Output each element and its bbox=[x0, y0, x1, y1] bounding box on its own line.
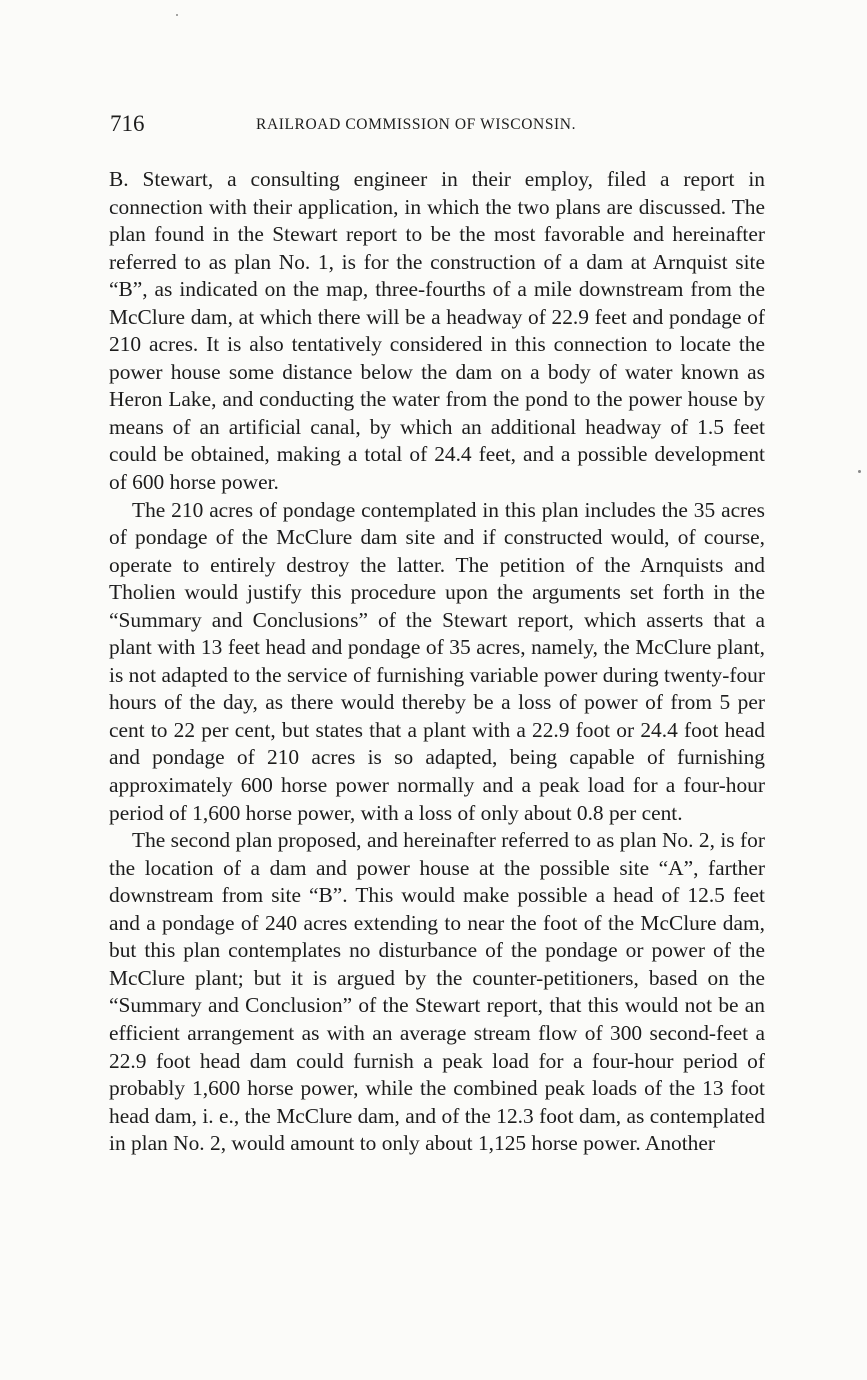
paragraph: The second plan proposed, and hereinafter referred to as plan No. 2, is for the location of a dam and power house at the possible site “A”, farther downstream from site “B”. This would make possible a head of 12.5 feet and a pondage of 240 acres extending to near the foot of the McClure dam, but this plan contemplates no disturbance of the pondage or power of the McClure plant; but it is argued by the counter-petitioners, based on the “Summary and Conclusion” of the Stewart report, that this would not be an efficient arrangement as with an average stream flow of 300 second-feet a 22.9 foot head dam could furnish a peak load for a four-hour period of probably 1,600 horse power, while the combined peak loads of the 13 foot head dam, i. e., the McClure dam, and of the 12.3 foot dam, as contemplated in plan No. 2, would amount to only about 1,125 horse power. Another bbox=[109, 828, 765, 1156]
page-number: 716 bbox=[110, 111, 145, 136]
paragraph: The 210 acres of pondage contemplated in this plan includes the 35 acres of pondage of the McClure dam site and if constructed would, of course, operate to entirely destroy the latter. The petition of the Arnquists and Tholien would justify this procedure upon the arguments set forth in the “Summary and Conclusions” of the Stewart report, which asserts that a plant with 13 feet head and pondage of 35 acres, namely, the McClure plant, is not adapted to the service of furnishing variable power during twenty-four hours of the day, as there would thereby be a loss of power of from 5 per cent to 22 per cent, but states that a plant with a 22.9 foot or 24.4 foot head and pondage of 210 acres is so adapted, being capable of furnishing approximately 600 horse power normally and a peak load for a four-hour period of 1,600 horse power, with a loss of only about 0.8 per cent. bbox=[109, 497, 765, 825]
paragraph: B. Stewart, a consulting engineer in their employ, filed a report in connection with their application, in which the two plans are discussed. The plan found in the Stewart report to be the most favorable and hereinafter referred to as plan No. 1, is for the construction of a dam at Arnquist site “B”, as indicated on the map, three-fourths of a mile downstream from the McClure dam, at which there will be a headway of 22.9 feet and pondage of 210 acres. It is also tentatively considered in this connection to locate the power house some distance below the dam on a body of water known as Heron Lake, and conducting the water from the pond to the power house by means of an artificial canal, by which an additional headway of 1.5 feet could be obtained, making a total of 24.4 feet, and a possible development of 600 horse power. bbox=[109, 167, 765, 495]
scan-speck bbox=[858, 470, 861, 473]
body-text bbox=[109, 166, 765, 1158]
page-header bbox=[110, 109, 765, 139]
running-head: RAILROAD COMMISSION OF WISCONSIN. bbox=[256, 116, 577, 133]
scan-speck bbox=[176, 14, 178, 16]
